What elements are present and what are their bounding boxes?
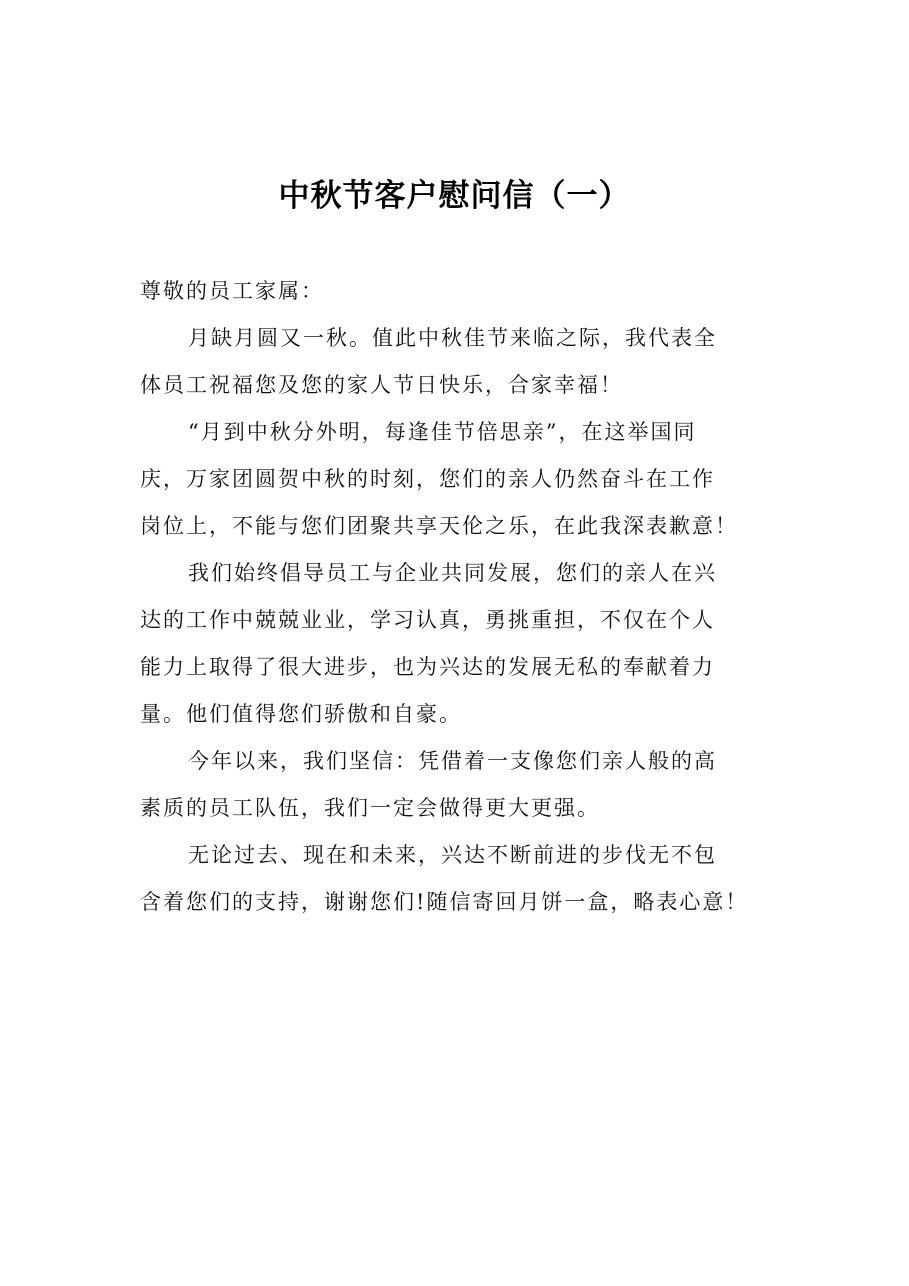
paragraph-3-line-3: 能力上取得了很大进步，也为兴达的发展无私的奉献着力 [140, 655, 715, 679]
page-title: 中秋节客户慰问信（一） [278, 178, 631, 214]
paragraph-1-line-1: 月缺月圆又一秋。值此中秋佳节来临之际，我代表全 [188, 326, 717, 350]
paragraph-2-line-3: 岗位上，不能与您们团聚共享天伦之乐，在此我深表歉意！ [140, 514, 738, 538]
paragraph-1-line-2: 体员工祝福您及您的家人节日快乐，合家幸福！ [140, 373, 623, 397]
salutation: 尊敬的员工家属： [140, 279, 324, 303]
paragraph-5-line-1: 无论过去、现在和未来，兴达不断前进的步伐无不包 [188, 843, 717, 867]
paragraph-3-line-4: 量。他们值得您们骄傲和自豪。 [140, 702, 462, 726]
letter-body [140, 268, 765, 926]
paragraph-2-line-1: “月到中秋分外明，每逢佳节倍思亲”，在这举国同 [188, 420, 697, 444]
paragraph-2-line-2: 庆，万家团圆贺中秋的时刻，您们的亲人仍然奋斗在工作 [140, 467, 715, 491]
paragraph-5-line-2: 含着您们的支持，谢谢您们!随信寄回月饼一盒，略表心意！ [140, 890, 749, 914]
paragraph-3-line-1: 我们始终倡导员工与企业共同发展，您们的亲人在兴 [188, 561, 717, 585]
paragraph-4-line-1: 今年以来，我们坚信：凭借着一支像您们亲人般的高 [188, 749, 717, 773]
paragraph-3-line-2: 达的工作中兢兢业业，学习认真，勇挑重担，不仅在个人 [140, 608, 715, 632]
paragraph-4-line-2: 素质的员工队伍，我们一定会做得更大更强。 [140, 796, 600, 820]
